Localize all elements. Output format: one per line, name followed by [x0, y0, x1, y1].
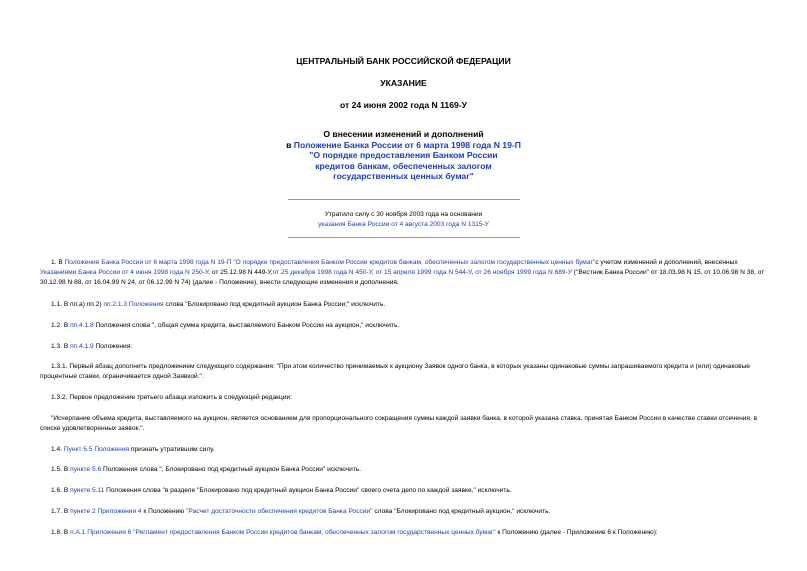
divider-bottom [288, 237, 520, 238]
quoted-text: "Исчерпание объема кредита, выставляемого на аукцион, является основанием для пропорционального сокращения суммы каждой заявки банка, в которой указана ставка, принятая Банком России в качестве ставки отсечения, в списке удовлетворенных заявок.". [40, 415, 758, 432]
paragraph-1-6 [40, 486, 775, 496]
regulation-link[interactable]: Положение Банка России от 6 марта 1998 года N 19-П [293, 139, 521, 150]
text: 1.6. В [51, 487, 71, 494]
clause-5-5-link[interactable]: Пункт 5.5 Положения [63, 446, 130, 453]
subject-title [0, 129, 807, 182]
instruction-689-link[interactable]: от 26 ноября 1999 года N 689-У [475, 269, 572, 276]
text: Положения слова ", Блокировано под кредитный аукцион Банка России" исключить. [101, 466, 362, 473]
text: 1.4. [51, 446, 64, 453]
text: ("Вестник Банка России" от 18.03.98 N 15, от 10.06.98 N 38, от 30.12.98 N 88, от 16.04.99 N 24, от 06.12.99 N 74) (далее - Положение), внести следующие изменения и дополнения. [40, 269, 765, 286]
appendix-4-clause-2-link[interactable]: пункте 2 Приложения 4 [70, 508, 142, 515]
regulation-link-line-5[interactable]: государственных ценных бумаг" [333, 171, 474, 181]
clause-5-6-link[interactable]: пункте 5.6 [70, 466, 102, 473]
text: Положения: [93, 343, 133, 350]
text: 1. В [51, 259, 65, 266]
text: с учетом изменений и дополнений, внесенных [595, 259, 738, 266]
text: слова "Блокировано под кредитный аукцион," исключить. [372, 508, 551, 515]
divider-top [288, 199, 520, 200]
clause-4-1-9-link[interactable]: пп.4.1.9 [70, 343, 94, 350]
appendix-4-title-link[interactable]: "Расчет достаточности обеспечения кредитов Банка России" [186, 508, 373, 515]
regulation-link-line-3[interactable]: "О порядке предоставления Банком России [309, 150, 498, 160]
text: к Положению [141, 508, 187, 515]
instruction-544-link[interactable]: от 15 апреля 1999 года N 544-У [375, 269, 472, 276]
paragraph-1-4 [40, 445, 775, 455]
subject-line-2 [0, 140, 807, 151]
subject-line-1: О внесении изменений и дополнений [323, 129, 484, 139]
text: , от 25.12.98 N 449-У, [208, 269, 273, 276]
instruction-250-link[interactable]: Указаниями Банка России от 4 июня 1998 года N 250-У [40, 269, 209, 276]
paragraph-1-3-2: 1.3.2. Первое предложение третьего абзаца изложить в следующей редакции: [51, 394, 293, 401]
status-note [0, 210, 807, 230]
text: к Положению (далее - Приложение 6 к Положению): [495, 529, 658, 536]
text: слова "Блокировано под кредитный аукцион Банка России;" исключить. [163, 301, 386, 308]
text: , [471, 269, 476, 276]
doc-type: УКАЗАНИЕ [380, 78, 427, 88]
clause-4-1-8-link[interactable]: пп.4.1.8 [70, 322, 94, 329]
subject-prefix: в [286, 139, 294, 150]
regulation-full-link[interactable]: Положение Банка России от 6 марта 1998 года N 19-П "О порядке предоставления Банком России кредитов банкам, обеспеченных залогом государственных ценных бумаг" [64, 259, 596, 266]
text: Положения слова "в разделе "Блокировано под кредитный аукцион Банка России" своего счета депо по каждой заявке," исключить. [104, 487, 512, 494]
appendix-6-clause-a1-link[interactable]: п.А.1 Приложения 6 [70, 529, 132, 536]
text: , [371, 269, 376, 276]
text: признать утратившим силу. [129, 446, 215, 453]
clause-5-11-link[interactable]: пункте 5.11 [70, 487, 105, 494]
paragraph-1-3 [40, 342, 775, 352]
paragraph-1-7 [40, 507, 775, 517]
text: 1.5. В [51, 466, 71, 473]
text: 1.3. В [51, 343, 71, 350]
org-title: ЦЕНТРАЛЬНЫЙ БАНК РОССИЙСКОЙ ФЕДЕРАЦИИ [296, 56, 511, 66]
text: 1.2. В [51, 322, 71, 329]
paragraph-1-5 [40, 465, 775, 475]
text: 1.8. В [51, 529, 71, 536]
repeal-link[interactable]: указания Банка России от 4 августа 2003 года N 1315-У [318, 221, 489, 228]
status-text: Утратило силу с 30 ноября 2003 года на основании [324, 211, 483, 218]
text: 1.7. В [51, 508, 71, 515]
paragraph-1-8 [40, 528, 775, 538]
paragraph-1-1 [40, 300, 775, 310]
text: Положения слова ", общая сумма кредита, выставляемого Банком России на аукцион," исключить. [93, 322, 400, 329]
appendix-6-title-link[interactable]: "Регламент предоставления Банком России кредитов банкам, обеспеченных залогом государственных ценных бумаг" [133, 529, 496, 536]
paragraph-1 [40, 258, 775, 288]
clause-2-1-3-link[interactable]: пп.2.1.3 Положения [103, 301, 164, 308]
paragraph-1-3-1: 1.3.1. Первый абзац дополнить предложением следующего содержания: "При этом количество принимаемых к аукциону Заявок одного банка, в которых указаны одинаковые суммы запрашиваемого кредита и (или) одинаковые процентные ставки, ограничивается одной Заявкой.". [40, 363, 750, 380]
instruction-450-link[interactable]: от 25 декабря 1998 года N 450-У [272, 269, 372, 276]
paragraph-1-2 [40, 321, 775, 331]
doc-date: от 24 июня 2002 года N 1169-У [340, 100, 467, 110]
text: 1.1. В пп.а) пп.2) [51, 301, 104, 308]
regulation-link-line-4[interactable]: кредитов банкам, обеспеченных залогом [315, 160, 492, 171]
